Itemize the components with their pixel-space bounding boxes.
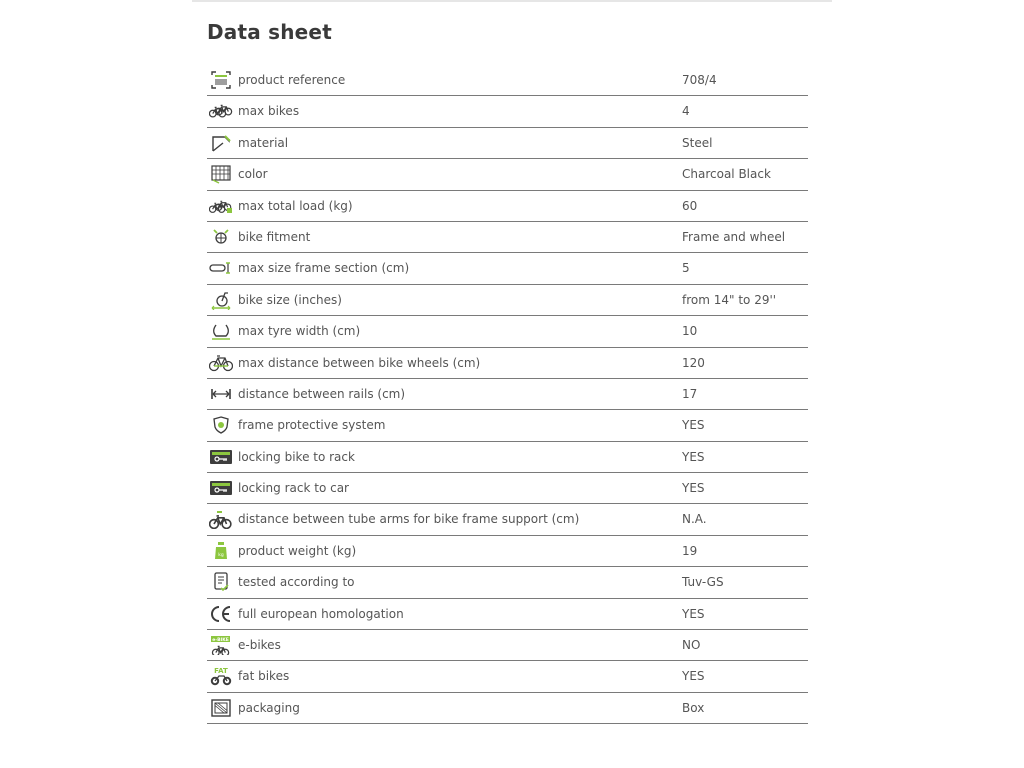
svg-text:e-BIKE: e-BIKE bbox=[212, 638, 229, 644]
lock-key-icon bbox=[209, 447, 233, 467]
svg-text:FAT: FAT bbox=[214, 667, 228, 676]
row-value: 19 bbox=[682, 543, 698, 558]
page-title: Data sheet bbox=[207, 20, 332, 44]
row-label: max tyre width (cm) bbox=[238, 324, 361, 339]
ebike-icon bbox=[209, 635, 233, 655]
row-label: distance between rails (cm) bbox=[238, 386, 406, 401]
table-row bbox=[207, 630, 808, 661]
row-label: fat bikes bbox=[238, 669, 290, 684]
row-label: max size frame section (cm) bbox=[238, 261, 410, 276]
table-row bbox=[207, 128, 808, 159]
row-label: locking rack to car bbox=[238, 481, 349, 496]
table-row bbox=[207, 410, 808, 441]
fatbike-icon bbox=[209, 666, 233, 686]
row-value: Tuv-GS bbox=[682, 575, 724, 590]
row-value: 17 bbox=[682, 386, 698, 401]
row-label: full european homologation bbox=[238, 606, 404, 621]
row-value: YES bbox=[682, 449, 705, 464]
row-value: YES bbox=[682, 669, 705, 684]
barcode-icon bbox=[209, 70, 233, 90]
table-row bbox=[207, 222, 808, 253]
table-row bbox=[207, 348, 808, 379]
lock-key-car-icon bbox=[209, 478, 233, 498]
table-row bbox=[207, 567, 808, 598]
row-label: material bbox=[238, 135, 289, 150]
row-label: locking bike to rack bbox=[238, 449, 355, 464]
material-icon bbox=[209, 133, 233, 153]
row-label: distance between tube arms for bike frame support (cm) bbox=[238, 512, 580, 527]
weight-icon bbox=[209, 541, 233, 561]
data-sheet-page bbox=[192, 0, 832, 768]
row-value: 120 bbox=[682, 355, 705, 370]
row-value: 10 bbox=[682, 324, 698, 339]
shield-icon bbox=[209, 415, 233, 435]
row-label: bike size (inches) bbox=[238, 292, 342, 307]
color-swatch-icon bbox=[209, 164, 233, 184]
row-value: 708/4 bbox=[682, 73, 717, 87]
row-label: color bbox=[238, 167, 268, 182]
row-label: product reference bbox=[238, 73, 346, 87]
row-label: product weight (kg) bbox=[238, 543, 357, 558]
data-sheet-table bbox=[207, 65, 808, 724]
frame-section-icon bbox=[209, 258, 233, 278]
row-value: NO bbox=[682, 638, 701, 653]
wheelbase-icon bbox=[209, 353, 233, 373]
row-value: 60 bbox=[682, 198, 698, 213]
box-icon bbox=[209, 698, 233, 718]
bike-load-icon bbox=[209, 196, 233, 216]
row-value: Box bbox=[682, 700, 705, 715]
table-row bbox=[207, 442, 808, 473]
tyre-icon bbox=[209, 321, 233, 341]
svg-text:kg: kg bbox=[218, 552, 224, 558]
row-label: tested according to bbox=[238, 575, 355, 590]
row-value: from 14" to 29'' bbox=[682, 292, 777, 307]
row-value: YES bbox=[682, 418, 705, 433]
row-label: max distance between bike wheels (cm) bbox=[238, 355, 481, 370]
table-row bbox=[207, 599, 808, 630]
row-label: max total load (kg) bbox=[238, 198, 353, 213]
table-row bbox=[207, 253, 808, 284]
certificate-icon bbox=[209, 572, 233, 592]
row-label: bike fitment bbox=[238, 229, 311, 244]
bike-fitment-icon bbox=[209, 227, 233, 247]
row-label: max bikes bbox=[238, 104, 300, 119]
row-label: packaging bbox=[238, 700, 300, 715]
row-value: YES bbox=[682, 606, 705, 621]
table-row bbox=[207, 661, 808, 692]
table-row bbox=[207, 504, 808, 535]
row-value: YES bbox=[682, 481, 705, 496]
table-row bbox=[207, 536, 808, 567]
table-row bbox=[207, 285, 808, 316]
table-row bbox=[207, 473, 808, 504]
table-row bbox=[207, 159, 808, 190]
top-divider bbox=[192, 0, 832, 2]
bikes-icon bbox=[209, 101, 233, 121]
row-value: Steel bbox=[682, 135, 713, 150]
row-label: frame protective system bbox=[238, 418, 386, 433]
wheel-size-icon bbox=[209, 290, 233, 310]
row-value: Charcoal Black bbox=[682, 167, 771, 182]
row-value: 5 bbox=[682, 261, 690, 276]
row-value: N.A. bbox=[682, 512, 707, 527]
row-label: e-bikes bbox=[238, 638, 281, 653]
table-row bbox=[207, 65, 808, 96]
ce-mark-icon bbox=[209, 604, 233, 624]
table-row bbox=[207, 693, 808, 724]
row-value: Frame and wheel bbox=[682, 229, 786, 244]
table-row bbox=[207, 316, 808, 347]
row-value: 4 bbox=[682, 104, 690, 119]
table-row bbox=[207, 96, 808, 127]
tube-arms-icon bbox=[209, 509, 233, 529]
table-row bbox=[207, 191, 808, 222]
table-row bbox=[207, 379, 808, 410]
rails-distance-icon bbox=[209, 384, 233, 404]
